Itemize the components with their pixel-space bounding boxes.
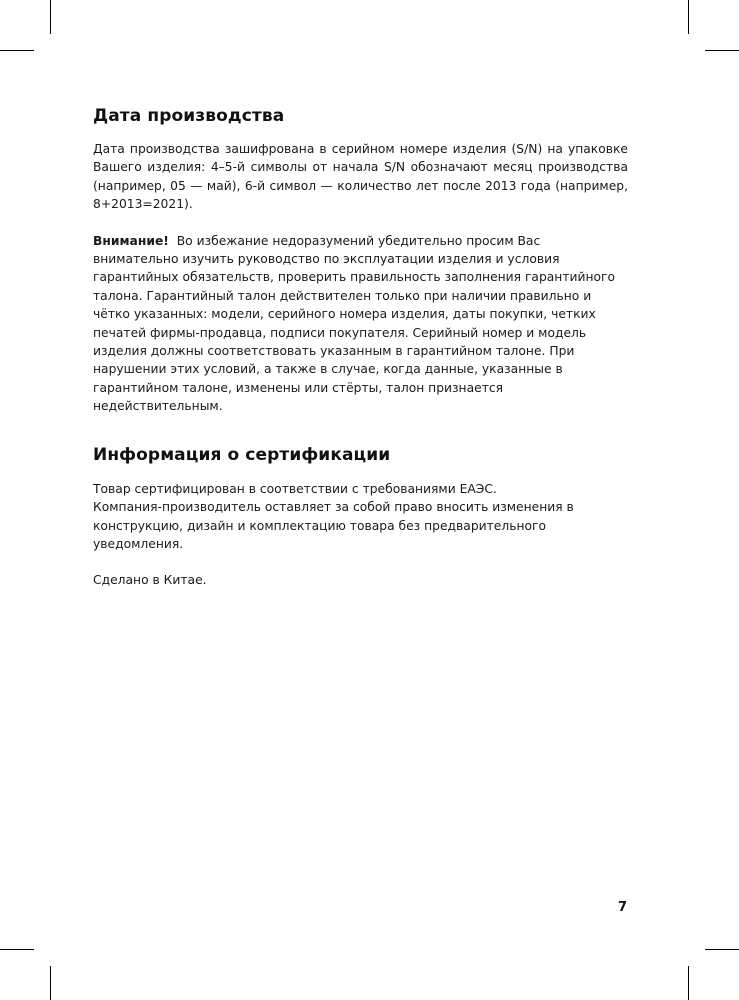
crop-mark bbox=[50, 0, 51, 34]
attention-paragraph bbox=[93, 232, 628, 416]
manufacturer-notice: Компания-производитель оставляет за собой право вносить изменения в конструкцию, дизайн и комплектацию товара без предварительного уведомления. bbox=[93, 500, 574, 551]
origin-text: Сделано в Китае. bbox=[93, 573, 207, 588]
production-date-text: Дата производства зашифрована в серийном номере изделия (S/N) на упаковке Вашего изделия: 4–5-й символы от начала S/N обозначают месяц производства (например, 05 — май), 6-й символ — количество лет после 2013 года (например, 8+2013=2021). bbox=[93, 142, 628, 212]
crop-mark bbox=[688, 0, 689, 34]
crop-mark bbox=[705, 50, 739, 51]
attention-text: Во избежание недоразумений убедительно просим Вас внимательно изучить руководство по эксплуатации изделия и условия гарантийных обязательств, проверить правильность заполнения гарантийного талона. Гарантийный талон действителен только при наличии правильно и чётко указанных: модели, серийного номера изделия, даты покупки, четких печатей фирмы-продавца, подписи покупателя. Серийный номер и модель изделия должны соответствовать указанным в гарантийном талоне. При нарушении этих условий, а также в случае, когда данные, указанные в гарантийном талоне, изменены или стёрты, талон признается недействительным. bbox=[93, 233, 616, 414]
crop-mark bbox=[0, 50, 34, 51]
crop-mark bbox=[50, 966, 51, 1000]
page-content bbox=[93, 106, 628, 590]
crop-mark bbox=[0, 949, 34, 950]
production-date-heading: Дата производства bbox=[93, 106, 285, 126]
certification-line: Товар сертифицирован в соответствии с требованиями ЕАЭС. bbox=[93, 481, 497, 496]
attention-label: Внимание! bbox=[93, 233, 169, 248]
crop-mark bbox=[688, 966, 689, 1000]
crop-mark bbox=[705, 949, 739, 950]
certification-heading: Информация о сертификации bbox=[93, 444, 391, 465]
page-number: 7 bbox=[618, 900, 628, 915]
